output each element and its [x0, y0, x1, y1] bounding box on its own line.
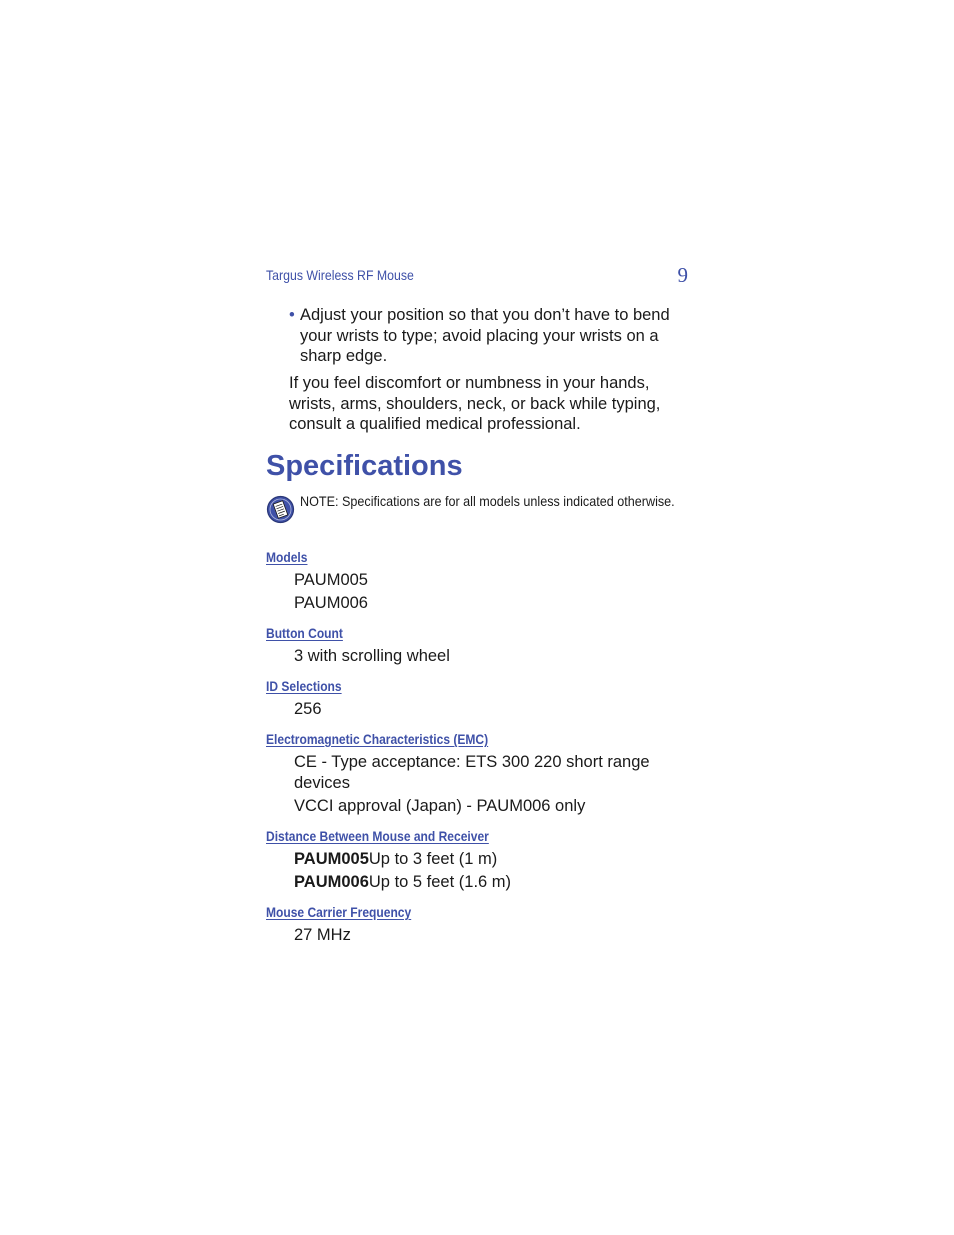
distance-model-label: PAUM005: [294, 850, 369, 868]
spec-value-emc-2: VCCI approval (Japan) - PAUM006 only: [294, 797, 586, 815]
spec-heading-emc: Electromagnetic Characteristics (EMC): [266, 731, 489, 747]
bullet-marker: •: [289, 306, 295, 324]
spec-value-model-1: PAUM005: [294, 571, 368, 589]
distance-model-label: PAUM006: [294, 873, 369, 891]
spec-value-emc-1: CE - Type acceptance: ETS 300 220 short range devices: [294, 753, 650, 792]
note-text: NOTE: Specifications are for all models unless indicated otherwise.: [300, 493, 675, 509]
note-icon: [266, 495, 295, 524]
spec-heading-distance: Distance Between Mouse and Receiver: [266, 828, 489, 844]
spec-value-frequency: 27 MHz: [294, 926, 351, 944]
spec-value-button-count: 3 with scrolling wheel: [294, 647, 450, 665]
header-title: Targus Wireless RF Mouse: [266, 267, 414, 283]
spec-value-model-2: PAUM006: [294, 594, 368, 612]
distance-value: Up to 3 feet (1 m): [368, 850, 498, 868]
spec-heading-id-selections: ID Selections: [266, 678, 342, 694]
spec-value-distance-2: [294, 872, 684, 893]
spec-heading-button-count: Button Count: [266, 625, 343, 641]
spec-value-id-selections: 256: [294, 700, 322, 718]
spec-heading-frequency: Mouse Carrier Frequency: [266, 904, 412, 920]
running-header: [266, 263, 688, 289]
spec-value-distance-1: [294, 849, 684, 870]
section-title: Specifications: [266, 450, 463, 482]
spec-heading-models: Models: [266, 549, 308, 565]
bullet-text: Adjust your position so that you don’t have to bend your wrists to type; avoid placing your wrists on a sharp edge.: [300, 306, 670, 365]
page-number: 9: [677, 263, 688, 287]
body-paragraph: If you feel discomfort or numbness in your hands, wrists, arms, shoulders, neck, or back while typing, consult a qualified medical professional.: [289, 374, 661, 433]
distance-value: Up to 5 feet (1.6 m): [368, 873, 512, 891]
